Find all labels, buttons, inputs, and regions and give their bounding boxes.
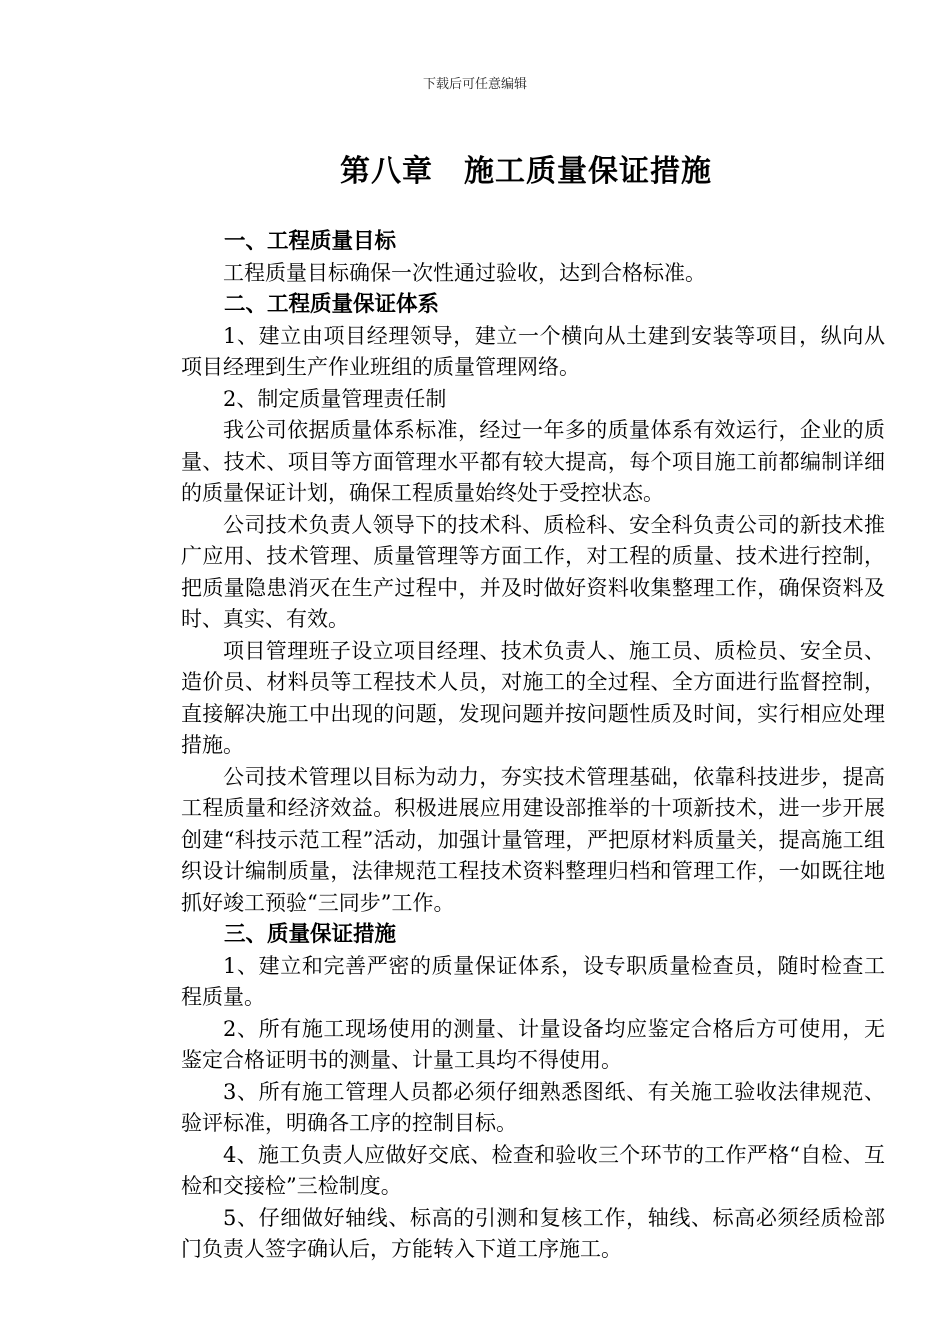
section-heading-quality-system: 二、工程质量保证体系 [224,292,440,317]
paragraph: 公司技术负责人领导下的技术科、质检科、安全科负责公司的新技术推广应用、技术管理、质量管理等方面工作，对工程的质量、技术进行控制，把质量隐患消灭在生产过程中，并及时做好资料收集整理工作，确保资料及时、真实、有效。 [181,512,885,631]
document-body [181,226,885,1266]
page-header-note: 下载后可任意编辑 [422,77,527,92]
paragraph: 公司技术管理以目标为动力，夯实技术管理基础，依靠科技进步，提高工程质量和经济效益。积极进展应用建设部推举的十项新技术，进一步开展创建“科技示范工程”活动，加强计量管理，严把原材料质量关，提高施工组织设计编制质量，法律规范工程技术资料整理归档和管理工作，一如既往地抓好竣工预验“三同步”工作。 [181,764,885,915]
paragraph: 工程质量目标确保一次性通过验收，达到合格标准。 [223,260,706,285]
paragraph: 我公司依据质量体系标准，经过一年多的质量体系有效运行，企业的质量、技术、项目等方面管理水平都有较大提高，每个项目施工前都编制详细的质量保证计划，确保工程质量始终处于受控状态。 [181,418,885,505]
paragraph: 项目管理班子设立项目经理、技术负责人、施工员、质检员、安全员、造价员、材料员等工程技术人员，对施工的全过程、全方面进行监督控制，直接解决施工中出现的问题，发现问题并按问题性质及时间，实行相应处理措施。 [181,638,885,757]
paragraph: 1、建立由项目经理领导，建立一个横向从土建到安装等项目，纵向从项目经理到生产作业班组的质量管理网络。 [181,323,885,379]
paragraph: 2、所有施工现场使用的测量、计量设备均应鉴定合格后方可使用，无鉴定合格证明书的测量、计量工具均不得使用。 [181,1016,885,1072]
paragraph: 2、制定质量管理责任制 [223,386,447,411]
section-heading-quality-target: 一、工程质量目标 [224,229,397,254]
paragraph: 5、仔细做好轴线、标高的引测和复核工作，轴线、标高必须经质检部门负责人签字确认后，方能转入下道工序施工。 [181,1205,885,1261]
paragraph: 1、建立和完善严密的质量保证体系，设专职质量检查员，随时检查工程质量。 [181,953,885,1009]
paragraph: 4、施工负责人应做好交底、检查和验收三个环节的工作严格“自检、互检和交接检”三检制度。 [181,1142,885,1198]
paragraph: 3、所有施工管理人员都必须仔细熟悉图纸、有关施工验收法律规范、验评标准，明确各工序的控制目标。 [181,1079,885,1135]
chapter-title: 第八章 施工质量保证措施 [340,154,712,189]
section-heading-quality-measures: 三、质量保证措施 [224,922,397,947]
